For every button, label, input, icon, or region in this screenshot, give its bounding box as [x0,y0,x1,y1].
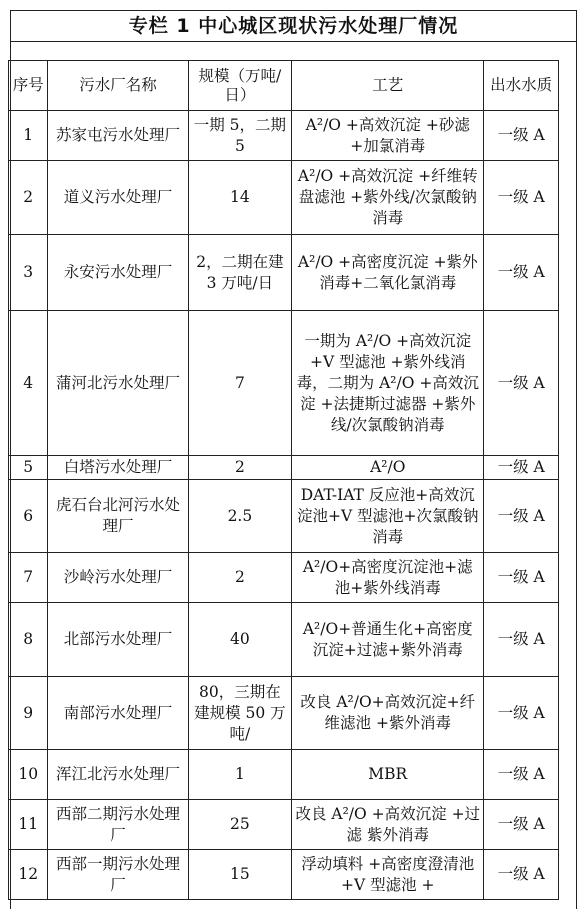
header-row [9,61,559,111]
cell-index: 10 [9,750,48,800]
cell-index: 5 [9,456,48,480]
cell-name: 虎石台北河污水处理厂 [48,480,188,553]
page-title: 专栏 1 中心城区现状污水处理厂情况 [11,11,576,42]
cell-scale: 25 [188,800,292,850]
data-table [8,60,559,900]
cell-name: 北部污水处理厂 [48,603,188,677]
cell-name: 永安污水处理厂 [48,235,188,311]
cell-scale: 2.5 [188,480,292,553]
cell-quality: 一级 A [484,480,559,553]
header-name: 污水厂名称 [48,61,188,111]
cell-name: 浑江北污水处理厂 [48,750,188,800]
table-row [9,480,559,553]
cell-process: A²/O +高效沉淀 +纤维转盘滤池 +紫外线/次氯酸钠消毒 [292,161,484,235]
table-row [9,311,559,456]
cell-process: 改良 A²/O +高效沉淀 +过滤 紫外消毒 [292,800,484,850]
cell-name: 道义污水处理厂 [48,161,188,235]
table-row [9,850,559,900]
cell-scale: 80，三期在建规模 50 万吨/ [188,677,292,750]
cell-quality: 一级 A [484,161,559,235]
cell-scale: 2，二期在建 3 万吨/日 [188,235,292,311]
cell-process: A²/O +高密度沉淀 +紫外消毒+二氧化氯消毒 [292,235,484,311]
cell-process: A²/O+普通生化+高密度沉淀+过滤+紫外消毒 [292,603,484,677]
cell-name: 白塔污水处理厂 [48,456,188,480]
cell-process: A²/O [292,456,484,480]
cell-scale: 一期 5，二期 5 [188,111,292,161]
cell-index: 12 [9,850,48,900]
cell-scale: 1 [188,750,292,800]
cell-quality: 一级 A [484,553,559,603]
header-process: 工艺 [292,61,484,111]
cell-scale: 2 [188,553,292,603]
cell-scale: 7 [188,311,292,456]
cell-index: 7 [9,553,48,603]
table-row [9,603,559,677]
cell-quality: 一级 A [484,311,559,456]
cell-index: 4 [9,311,48,456]
cell-quality: 一级 A [484,111,559,161]
cell-name: 沙岭污水处理厂 [48,553,188,603]
cell-process: A²/O+高密度沉淀池+滤池+紫外线消毒 [292,553,484,603]
header-index: 序号 [9,61,48,111]
cell-name: 西部二期污水处理厂 [48,800,188,850]
table-row [9,111,559,161]
cell-index: 2 [9,161,48,235]
cell-scale: 2 [188,456,292,480]
cell-scale: 15 [188,850,292,900]
cell-quality: 一级 A [484,235,559,311]
cell-index: 9 [9,677,48,750]
cell-process: 一期为 A²/O +高效沉淀 +V 型滤池 +紫外线消毒，二期为 A²/O +高效沉淀 +法捷斯过滤器 +紫外线/次氯酸钠消毒 [292,311,484,456]
cell-quality: 一级 A [484,603,559,677]
cell-process: DAT-IAT 反应池+高效沉淀池+V 型滤池+次氯酸钠消毒 [292,480,484,553]
table-row [9,235,559,311]
cell-name: 西部一期污水处理厂 [48,850,188,900]
header-quality: 出水水质 [484,61,559,111]
cell-scale: 14 [188,161,292,235]
table-row [9,456,559,480]
table-row [9,750,559,800]
cell-process: 浮动填料 +高密度澄清池 +V 型滤池 + [292,850,484,900]
cell-scale: 40 [188,603,292,677]
table-row [9,800,559,850]
cell-index: 1 [9,111,48,161]
cell-name: 南部污水处理厂 [48,677,188,750]
cell-name: 蒲河北污水处理厂 [48,311,188,456]
cell-name: 苏家屯污水处理厂 [48,111,188,161]
cell-index: 6 [9,480,48,553]
cell-index: 3 [9,235,48,311]
cell-process: 改良 A²/O+高效沉淀+纤维滤池 +紫外消毒 [292,677,484,750]
table-row [9,553,559,603]
table-row [9,161,559,235]
cell-quality: 一级 A [484,456,559,480]
cell-quality: 一级 A [484,677,559,750]
cell-quality: 一级 A [484,750,559,800]
cell-quality: 一级 A [484,850,559,900]
cell-process: A²/O +高效沉淀 +砂滤 +加氯消毒 [292,111,484,161]
cell-quality: 一级 A [484,800,559,850]
cell-process: MBR [292,750,484,800]
table-row [9,677,559,750]
cell-index: 11 [9,800,48,850]
cell-index: 8 [9,603,48,677]
header-scale: 规模（万吨/日） [188,61,292,111]
